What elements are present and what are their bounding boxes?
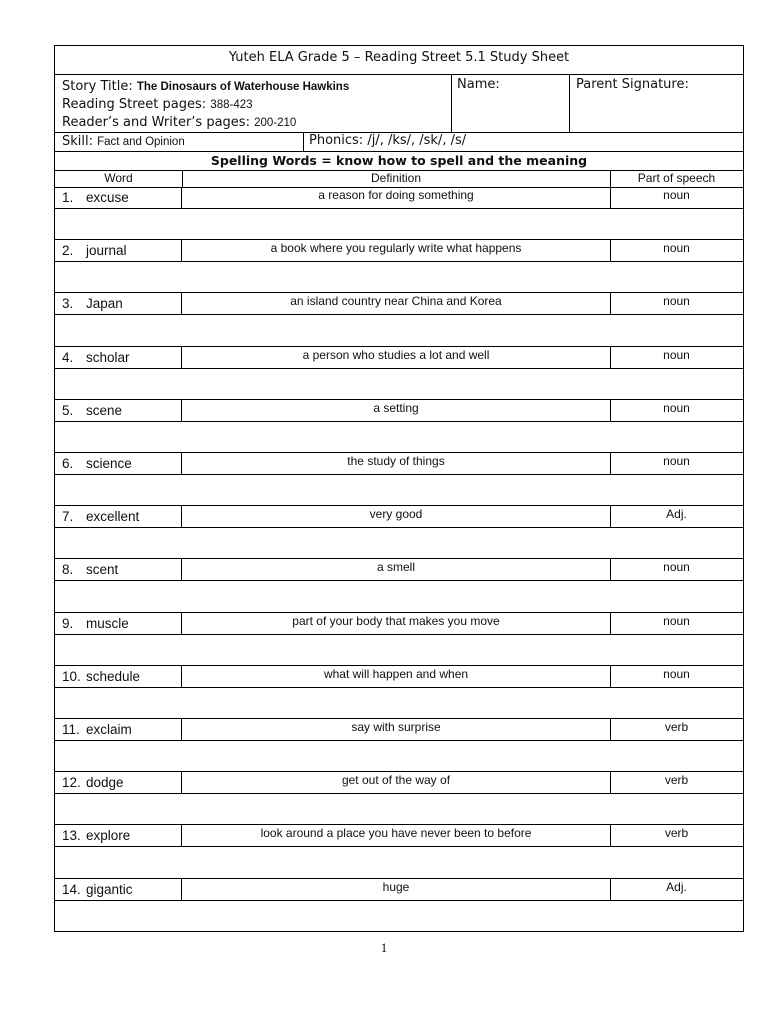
part-of-speech-cell: noun <box>663 348 690 362</box>
part-of-speech-cell: Adj. <box>666 507 687 521</box>
part-of-speech-cell: noun <box>663 454 690 468</box>
table-row <box>55 666 743 688</box>
definition-cell: say with surprise <box>182 719 611 740</box>
table-row <box>55 559 743 581</box>
story-title-value: The Dinosaurs of Waterhouse Hawkins <box>136 81 350 93</box>
definition-cell: a smell <box>182 559 611 580</box>
skill-value: Fact and Opinion <box>97 136 185 148</box>
writing-space-row[interactable] <box>55 422 743 453</box>
word-number: 9. <box>62 616 74 631</box>
word-number: 13. <box>62 828 81 843</box>
word-cell <box>55 453 182 474</box>
word-cell <box>55 666 182 687</box>
study-sheet <box>54 45 744 932</box>
writing-space-row[interactable] <box>55 262 743 293</box>
word-cell <box>55 347 182 368</box>
spelling-word: scholar <box>86 350 130 365</box>
part-of-speech-cell: verb <box>664 720 689 734</box>
writing-space-row[interactable] <box>55 794 743 825</box>
word-cell <box>55 293 182 314</box>
table-row <box>55 879 743 901</box>
spelling-word: scene <box>86 403 123 418</box>
spelling-word: Japan <box>86 296 123 311</box>
word-number: 12. <box>62 775 81 790</box>
writing-space-row[interactable] <box>55 475 743 506</box>
word-number: 4. <box>62 350 74 365</box>
definition-cell: a reason for doing something <box>182 187 611 208</box>
word-number: 2. <box>62 243 74 258</box>
word-cell <box>55 772 182 793</box>
spelling-word: excuse <box>86 190 129 205</box>
definition-cell: get out of the way of <box>182 772 611 793</box>
rw-pages-line <box>62 113 451 131</box>
writing-space-row[interactable] <box>55 369 743 400</box>
spelling-word: science <box>86 456 132 471</box>
table-row <box>55 825 743 847</box>
definition-cell: a book where you regularly write what happens <box>182 240 611 261</box>
reading-pages-value: 388-423 <box>210 99 253 111</box>
word-cell <box>55 187 182 208</box>
spelling-heading: Spelling Words = know how to spell and the meaning <box>55 151 743 171</box>
table-row <box>55 293 743 315</box>
part-of-speech-cell: noun <box>663 401 690 415</box>
table-row <box>55 719 743 741</box>
col-header-definition: Definition <box>182 170 611 187</box>
spelling-word: excellent <box>86 509 140 524</box>
spelling-word: gigantic <box>86 882 133 897</box>
word-number: 8. <box>62 562 74 577</box>
part-of-speech-cell: verb <box>664 773 689 787</box>
sheet-title: Yuteh ELA Grade 5 – Reading Street 5.1 Study Sheet <box>55 46 743 75</box>
definition-cell: look around a place you have never been to before <box>182 825 611 846</box>
word-number: 1. <box>62 190 74 205</box>
definition-cell: very good <box>182 506 611 527</box>
column-headers <box>55 170 743 188</box>
part-of-speech-cell: noun <box>663 241 690 255</box>
story-title-label: Story Title: <box>62 79 137 94</box>
part-of-speech-cell: noun <box>663 188 690 202</box>
reading-pages-label: Reading Street pages: <box>62 97 211 112</box>
part-of-speech-cell: noun <box>663 667 690 681</box>
name-field[interactable]: Name: <box>452 74 570 132</box>
table-row <box>55 240 743 262</box>
definition-cell: the study of things <box>182 453 611 474</box>
skill-row <box>55 132 743 152</box>
col-header-pos: Part of speech <box>637 171 716 185</box>
word-cell <box>55 879 182 900</box>
writing-space-row[interactable] <box>55 741 743 772</box>
info-row <box>55 74 743 133</box>
word-cell <box>55 559 182 580</box>
writing-space-row[interactable] <box>55 581 743 613</box>
table-row <box>55 453 743 475</box>
skill-label: Skill: <box>62 134 98 149</box>
word-number: 14. <box>62 882 81 897</box>
table-row <box>55 187 743 209</box>
writing-space-row[interactable] <box>55 209 743 240</box>
word-number: 3. <box>62 296 74 311</box>
spelling-word: dodge <box>86 775 124 790</box>
table-row <box>55 506 743 528</box>
table-row <box>55 772 743 794</box>
word-cell <box>55 400 182 421</box>
word-number: 10. <box>62 669 81 684</box>
spelling-word: exclaim <box>86 722 132 737</box>
parent-signature-field[interactable]: Parent Signature: <box>576 77 689 92</box>
spelling-word: journal <box>86 243 127 258</box>
part-of-speech-cell: noun <box>663 294 690 308</box>
spelling-word: schedule <box>86 669 141 684</box>
definition-cell: a setting <box>182 400 611 421</box>
word-cell <box>55 719 182 740</box>
word-cell <box>55 825 182 846</box>
part-of-speech-cell: noun <box>663 560 690 574</box>
word-cell <box>55 613 182 634</box>
definition-cell: what will happen and when <box>182 666 611 687</box>
rw-pages-label: Reader’s and Writer’s pages: <box>62 115 255 130</box>
spelling-word: explore <box>86 828 131 843</box>
story-title-line <box>62 77 451 95</box>
phonics-cell: Phonics: /j/, /ks/, /sk/, /s/ <box>309 133 467 148</box>
part-of-speech-cell: Adj. <box>666 880 687 894</box>
part-of-speech-cell: verb <box>664 826 689 840</box>
word-number: 7. <box>62 509 74 524</box>
word-number: 5. <box>62 403 74 418</box>
word-number: 11. <box>62 722 80 737</box>
table-row <box>55 400 743 422</box>
word-number: 6. <box>62 456 74 471</box>
spelling-word: muscle <box>86 616 129 631</box>
definition-cell: huge <box>182 879 611 900</box>
rw-pages-value: 200-210 <box>254 117 297 129</box>
part-of-speech-cell: noun <box>663 614 690 628</box>
skill-cell <box>55 132 304 151</box>
definition-cell: part of your body that makes you move <box>182 613 611 634</box>
reading-pages-line <box>62 95 451 113</box>
writing-space-row[interactable] <box>55 635 743 666</box>
word-cell <box>55 506 182 527</box>
word-cell <box>55 240 182 261</box>
page-number: 1 <box>380 940 388 955</box>
story-info <box>55 74 452 132</box>
definition-cell: an island country near China and Korea <box>182 293 611 314</box>
writing-space-row[interactable] <box>55 847 743 879</box>
writing-space-row[interactable] <box>55 688 743 719</box>
table-row <box>55 613 743 635</box>
writing-space-row[interactable] <box>55 315 743 347</box>
table-row <box>55 347 743 369</box>
definition-cell: a person who studies a lot and well <box>182 347 611 368</box>
spelling-word: scent <box>86 562 119 577</box>
col-header-word: Word <box>55 170 183 187</box>
writing-space-row[interactable] <box>55 528 743 559</box>
writing-space-row[interactable] <box>55 901 743 930</box>
